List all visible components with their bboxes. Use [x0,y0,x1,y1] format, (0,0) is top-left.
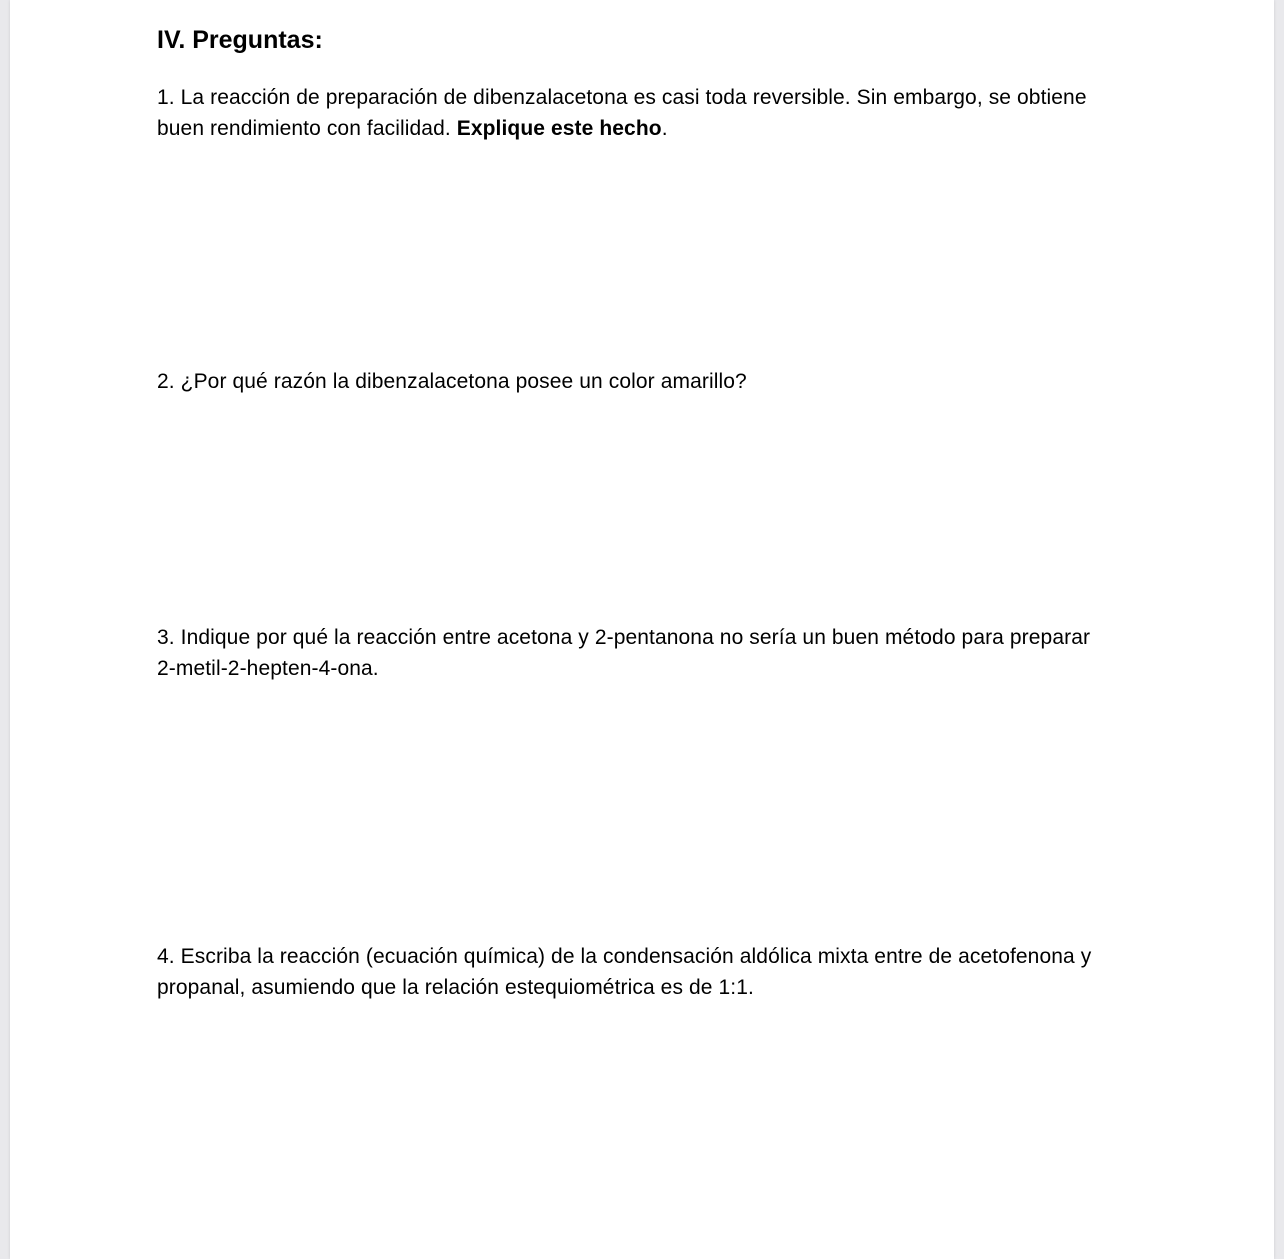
question-4: 4. Escriba la reacción (ecuación química) de la condensación aldólica mixta entre de acetofenona y propanal, asumiendo que la relación estequiométrica es de 1:1. [157,945,1092,999]
question-1-text: 1. La reacción de preparación de dibenzalacetona es casi toda reversible. Sin embargo, se obtiene buen rendimiento con facilidad. [157,86,1087,140]
question-1-emphasis: Explique este hecho [456,117,662,140]
question-1 [157,82,1107,144]
question-3: 3. Indique por qué la reacción entre acetona y 2-pentanona no sería un buen método para preparar 2-metil-2-hepten-4-ona. [157,626,1091,680]
question-1-suffix: . [661,117,668,140]
question-2: 2. ¿Por qué razón la dibenzalacetona posee un color amarillo? [157,370,747,393]
section-heading: IV. Preguntas: [157,26,323,54]
document-page [10,0,1274,1259]
